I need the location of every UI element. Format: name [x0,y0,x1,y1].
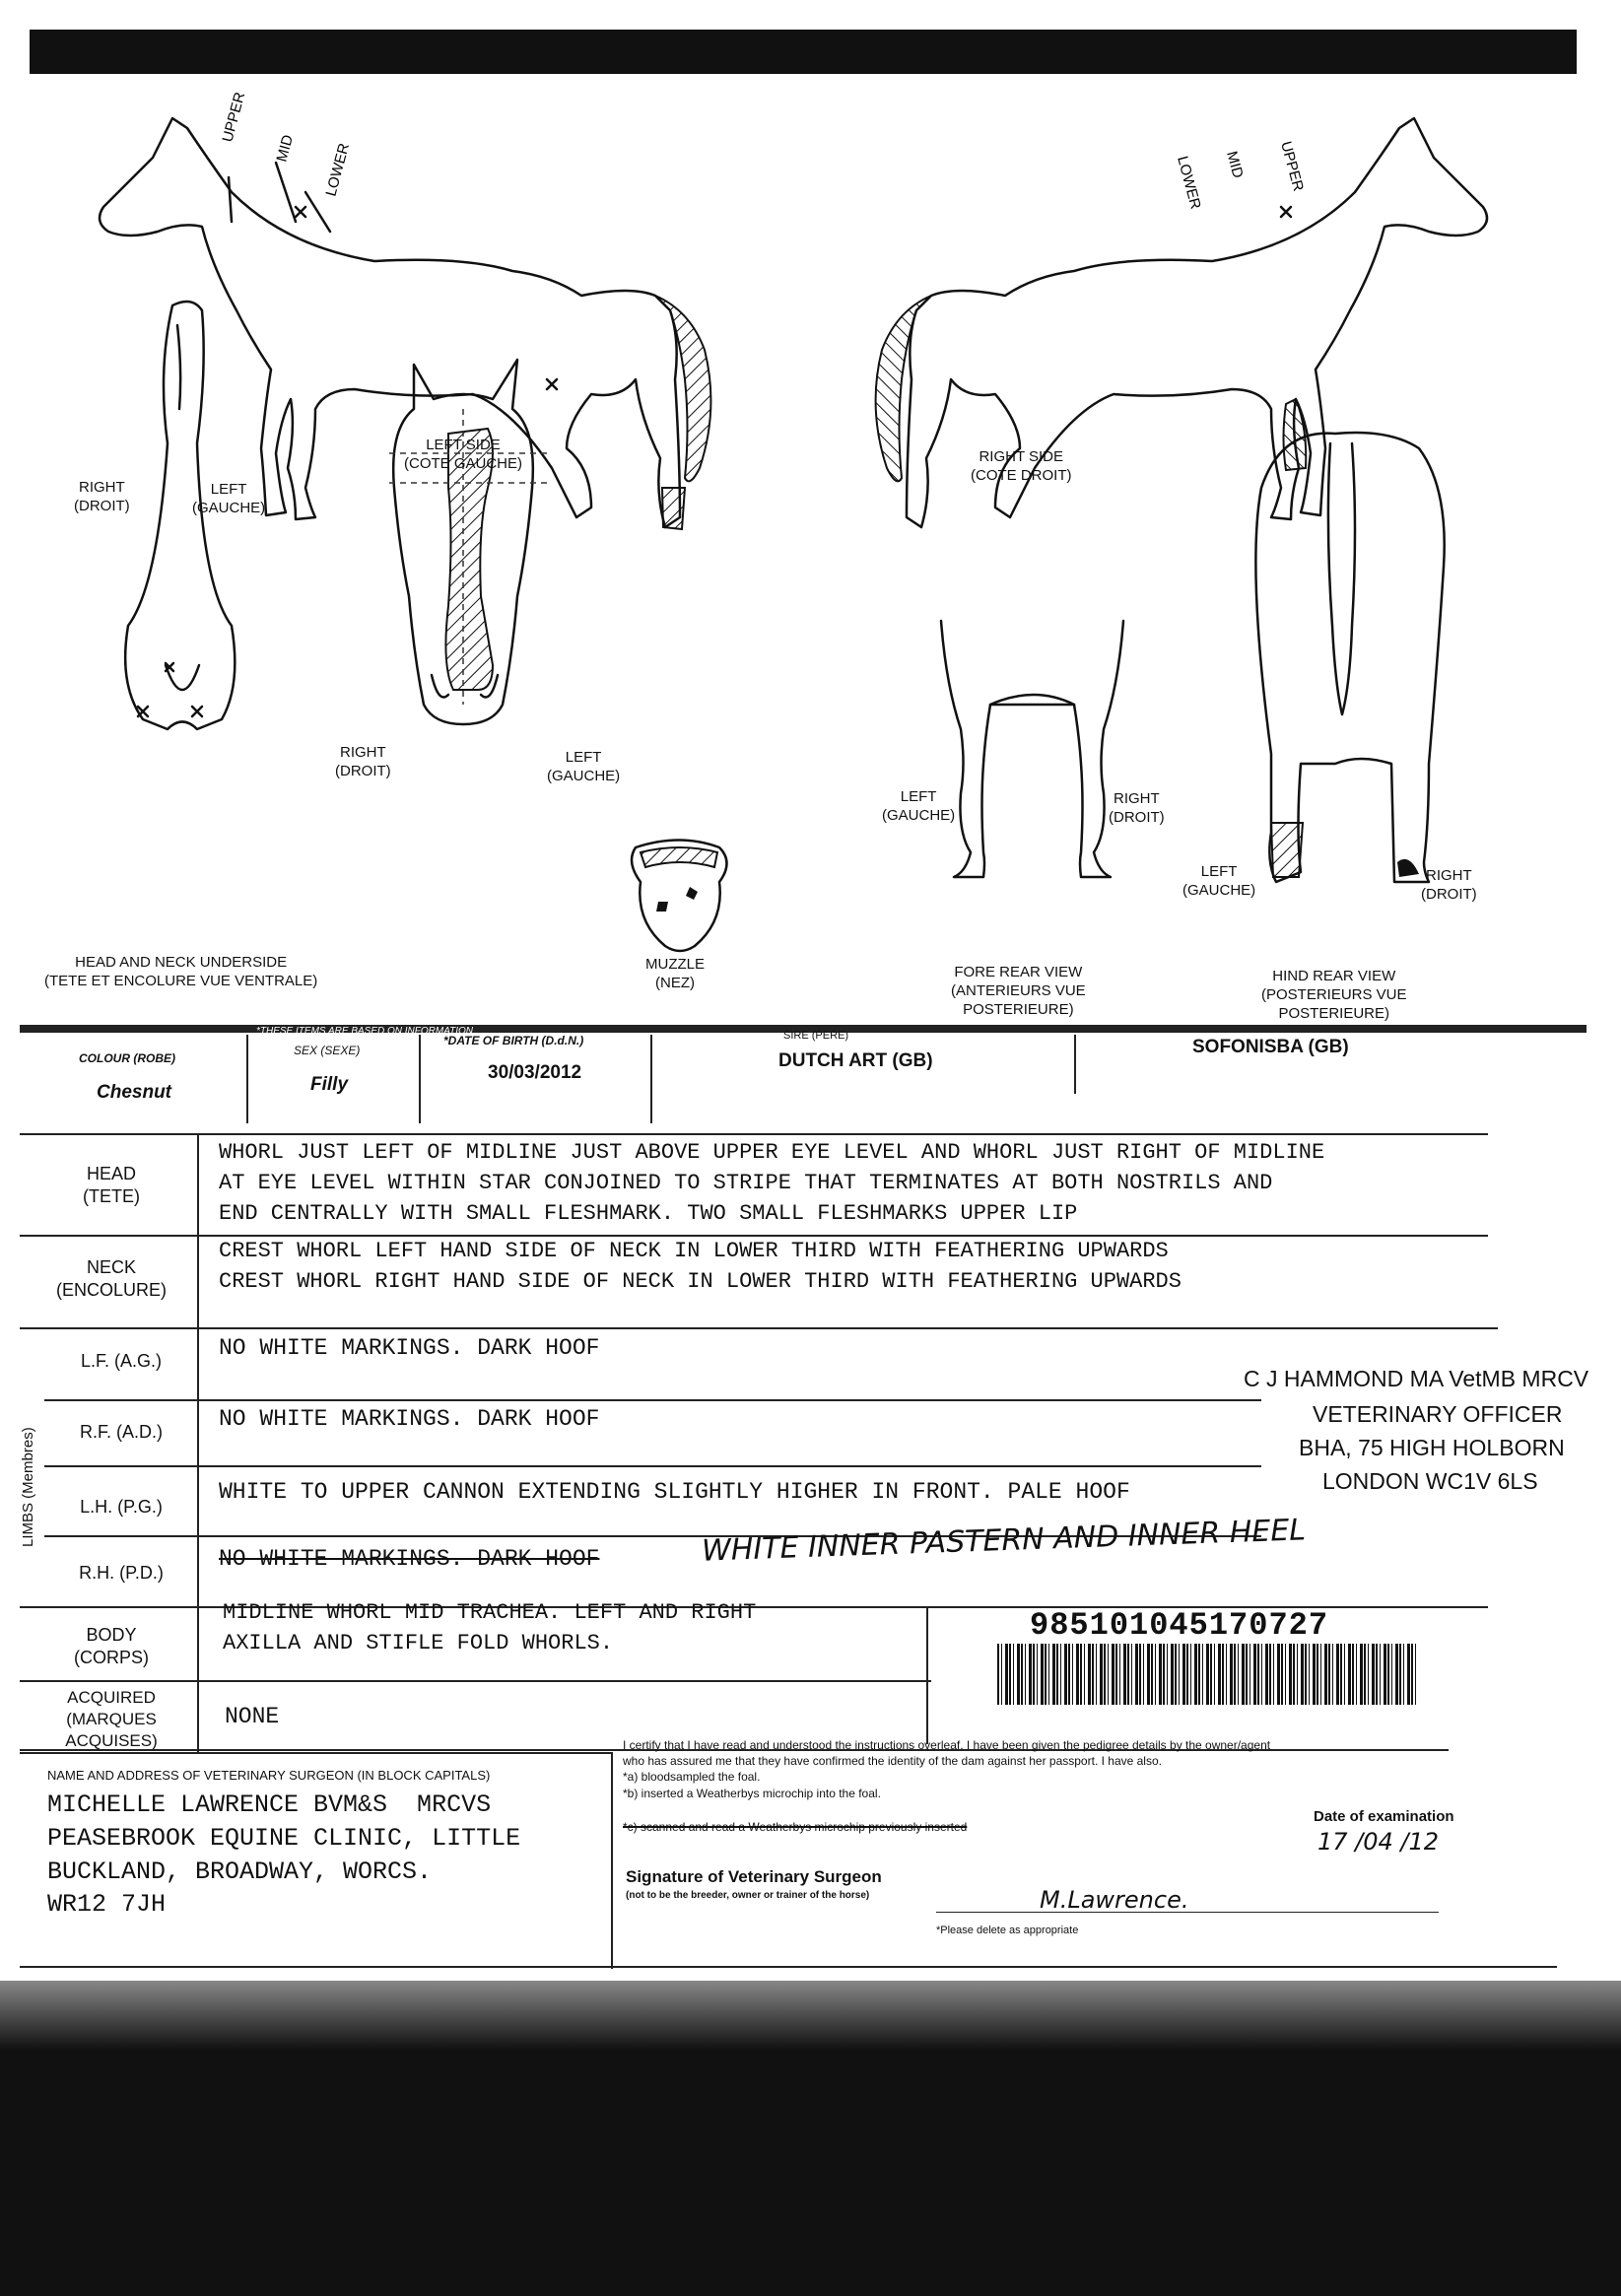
hind-right-label: RIGHT (DROIT) [1421,867,1477,903]
fore-left-label: LEFT (GAUCHE) [882,788,956,824]
row-line-3 [20,1327,1498,1329]
neck-description: CREST WHORL LEFT HAND SIDE OF NECK IN LOWER THIRD WITH FEATHERING UPWARDS CREST WHORL RIGHT HAND SIDE OF NECK IN LOWER THIRD WITH FEATHERING UPWARDS [219,1239,1182,1294]
dam-value: SOFONISBA (GB) [1192,1037,1349,1057]
sire-label: SIRE (PERE) [783,1030,849,1042]
header-divider-2 [419,1035,421,1123]
exam-date-label: Date of examination [1314,1808,1454,1825]
dob-value: 30/03/2012 [488,1062,582,1083]
rh-handwritten-correction: WHITE INNER PASTERN AND INNER HEEL [701,1513,1307,1569]
scan-top-border [30,30,1577,74]
head-label: HEAD (TETE) [83,1164,140,1207]
mid-label-left: MID [273,133,297,165]
fore-rear-view [941,621,1123,877]
signature-line [936,1912,1439,1913]
header-divider-4 [1074,1035,1076,1094]
head-right-label: RIGHT (DROIT) [335,744,391,779]
dob-label: *DATE OF BIRTH (D.d.N.) [443,1034,584,1047]
signature-label: Signature of Veterinary Surgeon [626,1867,882,1886]
head-front-view [389,360,547,724]
stamp-line-1: C J HAMMOND MA VetMB MRCV [1244,1366,1589,1391]
header-divider-1 [246,1035,248,1123]
colour-value: Chesnut [97,1082,171,1103]
hind-rear-view-label: HIND REAR VIEW (POSTERIEURS VUE POSTERIEURE) [1261,968,1407,1022]
upper-label-right: UPPER [1277,139,1307,193]
rh-label: R.H. (P.D.) [79,1563,164,1583]
microchip-barcode [997,1644,1416,1705]
horse-markings-diagram [0,74,1621,1030]
rh-description: NO WHITE MARKINGS. DARK HOOF [219,1546,600,1572]
lh-label: L.H. (P.G.) [80,1497,163,1517]
rf-description: NO WHITE MARKINGS. DARK HOOF [219,1406,600,1432]
acquired-description: NONE [225,1704,280,1729]
upper-label-left: UPPER [219,90,249,145]
label-column-divider [197,1133,199,1754]
muzzle-label: MUZZLE (NEZ) [645,956,705,991]
left-side-label: LEFT SIDE (COTE GAUCHE) [404,437,522,472]
lh-description: WHITE TO UPPER CANNON EXTENDING SLIGHTLY HIGHER IN FRONT. PALE HOOF [219,1479,1130,1505]
colour-label: COLOUR (ROBE) [79,1051,175,1065]
stamp-line-2: VETERINARY OFFICER [1313,1401,1563,1427]
underside-right-label: RIGHT (DROIT) [74,479,130,514]
hind-rear-view [1255,433,1444,882]
row-line-8 [20,1680,931,1682]
underside-left-label: LEFT (GAUCHE) [192,481,266,516]
signature-sublabel: (not to be the breeder, owner or trainer of the horse) [626,1890,870,1901]
header-divider-3 [650,1035,652,1123]
fore-rear-view-label: FORE REAR VIEW (ANTERIEURS VUE POSTERIEURE) [951,964,1086,1018]
vet-box-top [20,1752,611,1754]
head-neck-underside-label: HEAD AND NECK UNDERSIDE (TETE ET ENCOLURE VUE VENTRALE) [44,954,318,989]
lf-description: NO WHITE MARKINGS. DARK HOOF [219,1335,600,1361]
stamp-line-3: BHA, 75 HIGH HOLBORN [1299,1435,1565,1460]
lf-label: L.F. (A.G.) [80,1351,162,1371]
body-description: MIDLINE WHORL MID TRACHEA. LEFT AND RIGHT AXILLA AND STIFLE FOLD WHORLS. [223,1600,757,1655]
exam-date-value: 17 /04 /12 [1317,1828,1440,1856]
acquired-label: ACQUIRED (MARQUES ACQUISES) [65,1688,158,1751]
lower-label-left: LOWER [322,141,354,199]
header-note: *THESE ITEMS ARE BASED ON INFORMATION [256,1026,474,1037]
sire-value: DUTCH ART (GB) [778,1050,933,1071]
stamp-line-4: LONDON WC1V 6LS [1322,1468,1538,1494]
row-line-4 [44,1399,1261,1401]
vet-label: NAME AND ADDRESS OF VETERINARY SURGEON (IN BLOCK CAPITALS) [47,1768,491,1783]
neck-label: NECK (ENCOLURE) [55,1257,167,1301]
head-description: WHORL JUST LEFT OF MIDLINE JUST ABOVE UPPER EYE LEVEL AND WHORL JUST RIGHT OF MIDLINE AT EYE LEVEL WITHIN STAR CONJOINED TO STRIPE THAT TERMINATES AT BOTH NOSTRILS AND END CENTRALLY WITH SMALL FLESHMARK. TWO SMALL FLESHMARKS UPPER LIP [219,1140,1325,1226]
bottom-rule [20,1966,1557,1968]
vet-box-divider [611,1752,613,1969]
row-line-5 [44,1465,1261,1467]
muzzle-diagram [632,841,727,952]
body-right-divider [926,1606,928,1744]
hind-left-label: LEFT (GAUCHE) [1182,863,1256,899]
limbs-label: LIMBS (Membres) [20,1427,36,1547]
vet-signature: M.Lawrence. [1040,1886,1189,1914]
certify-struck-option: *c) scanned and read a Weatherbys microchip previously inserted [623,1820,968,1834]
sex-label: SEX (SEXE) [294,1044,361,1057]
body-label: BODY (CORPS) [74,1625,149,1668]
row-line-1 [20,1133,1488,1135]
head-left-label: LEFT (GAUCHE) [547,749,621,784]
sex-value: Filly [310,1074,349,1095]
right-side-label: RIGHT SIDE (COTE DROIT) [971,448,1072,484]
microchip-number: 985101045170727 [1030,1607,1329,1644]
lower-label-right: LOWER [1174,154,1204,212]
delete-note: *Please delete as appropriate [936,1925,1079,1936]
vet-name-address: MICHELLE LAWRENCE BVM&S MRCVS PEASEBROOK EQUINE CLINIC, LITTLE BUCKLAND, BROADWAY, WORCS. WR12 7JH [47,1790,521,1920]
scan-bottom-edge [0,1981,1621,2050]
mid-label-right: MID [1223,149,1247,180]
rf-label: R.F. (A.D.) [80,1422,163,1442]
certify-text: I certify that I have read and understood the instructions overleaf. I have been given the pedigree details by the owner/agent who has assured me that they have confirmed the identity of the dam against her passport. I have also. *a) bloodsampled the foal. *b) inserted a Weatherbys microchip into the foal. [623,1738,1271,1800]
fore-right-label: RIGHT (DROIT) [1109,790,1165,826]
